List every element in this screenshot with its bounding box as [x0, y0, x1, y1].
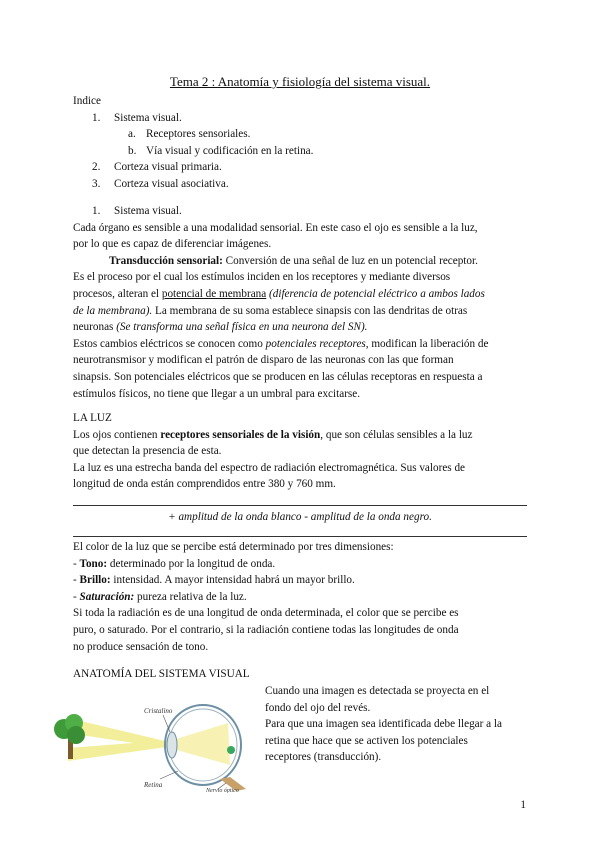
paragraph-line: Si toda la radiación es de una longitud de onda determinada, el color que se percibe es: [73, 607, 459, 620]
paragraph-line: neuronas (Se transforma una señal física en una neurona del SN).: [73, 321, 368, 334]
index-heading: Indice: [73, 95, 101, 107]
term: Transducción sensorial:: [109, 254, 223, 267]
paragraph-line: receptores (transducción).: [265, 751, 382, 764]
color-dimensions: [73, 539, 528, 655]
retina-image: [227, 746, 235, 754]
dimension-item: - Saturación: pureza relativa de la luz.: [73, 590, 247, 603]
divider: [73, 536, 527, 537]
paragraph-line: Los ojos contienen receptores sensoriales de la visión, que son células sensibles a la luz: [73, 428, 473, 441]
index-section: [73, 93, 528, 193]
light-beam: [173, 723, 230, 765]
paragraph-line: longitud de onda están comprendidos entre 380 y 760 mm.: [73, 478, 336, 491]
section-heading: 1. Sistema visual.: [92, 205, 182, 217]
divider: [73, 505, 527, 506]
eye-diagram: [48, 693, 253, 793]
figure-label: Retina: [144, 781, 163, 789]
paragraph-line: El color de la luz que se percibe está determinado por tres dimensiones:: [73, 541, 394, 553]
index-item: b. Vía visual y codificación en la retina.: [128, 144, 314, 157]
paragraph-line: Cada órgano es sensible a una modalidad sensorial. En este caso el ojo es sensible a la luz,: [73, 221, 478, 234]
index-item: 1. Sistema visual.: [92, 111, 182, 124]
paragraph-line: sinapsis. Son potenciales eléctricos que se producen en las células receptoras en respuesta a: [73, 370, 483, 383]
paragraph-line: Para que una imagen sea identificada debe llegar a la: [265, 718, 502, 731]
section-sistema-visual: [73, 203, 528, 402]
paragraph-line: puro, o saturado. Por el contrario, si la radiación contiene todas las longitudes de onda: [73, 623, 459, 636]
figure-label: Nervio óptico: [206, 788, 239, 793]
page-title: Tema 2 : Anatomía y fisiología del sistema visual.: [169, 74, 431, 89]
definition-line: Transducción sensorial: Conversión de una señal de luz en un potencial receptor.: [109, 254, 478, 267]
paragraph-line: Cuando una imagen es detectada se proyecta en el: [265, 685, 490, 697]
section-heading: LA LUZ: [73, 412, 112, 424]
paragraph-line: La luz es una estrecha banda del espectro de radiación electromagnética. Sus valores de: [73, 461, 466, 474]
paragraph-line: Estos cambios eléctricos se conocen como potenciales receptores, modifican la liberación de: [73, 337, 489, 350]
section-la-luz: [73, 410, 528, 493]
paragraph-line: neurotransmisor y modifican el patrón de disparo de las neuronas con las que forman: [73, 354, 454, 367]
paragraph-line: no produce sensación de tono.: [73, 640, 209, 653]
index-item: 3. Corteza visual asociativa.: [92, 177, 229, 190]
paragraph-line: estímulos físicos, no tiene que llegar a un umbral para excitarse.: [73, 387, 361, 400]
paragraph-line: fondo del ojo del revés.: [265, 701, 371, 714]
index-item: a. Receptores sensoriales.: [128, 128, 251, 141]
figure-label: Cristalino: [144, 707, 173, 715]
formula: + amplitud de la onda blanco - amplitud de la onda negro.: [168, 511, 432, 523]
underlined-term: potencial de membrana: [161, 287, 267, 300]
paragraph-line: Es el proceso por el cual los estímulos inciden en los receptores y mediante diversos: [73, 271, 451, 284]
paragraph-line: que detectan la presencia de esta.: [73, 445, 222, 458]
dimension-item: - Tono: determinado por la longitud de onda.: [73, 557, 276, 570]
paragraph-line: por lo que es capaz de diferenciar imágenes.: [73, 238, 272, 251]
dimension-item: - Brillo: intensidad. A mayor intensidad habrá un mayor brillo.: [73, 574, 355, 587]
paragraph-line: de la membrana). La membrana de su soma establece sinapsis con las dendritas de otras: [73, 304, 468, 317]
paragraph-line: retina que hace que se activen los potenciales: [265, 734, 468, 747]
index-item: 2. Corteza visual primaria.: [92, 161, 222, 174]
section-heading: ANATOMÍA DEL SISTEMA VISUAL: [73, 668, 250, 680]
paragraph-line: procesos, alteran el potencial de membrana (diferencia de potencial eléctrico a ambos lados: [73, 287, 485, 300]
page-number: 1: [520, 799, 526, 811]
light-beam: [68, 740, 173, 761]
anatomia-text: [265, 683, 535, 766]
lens: [167, 732, 177, 758]
